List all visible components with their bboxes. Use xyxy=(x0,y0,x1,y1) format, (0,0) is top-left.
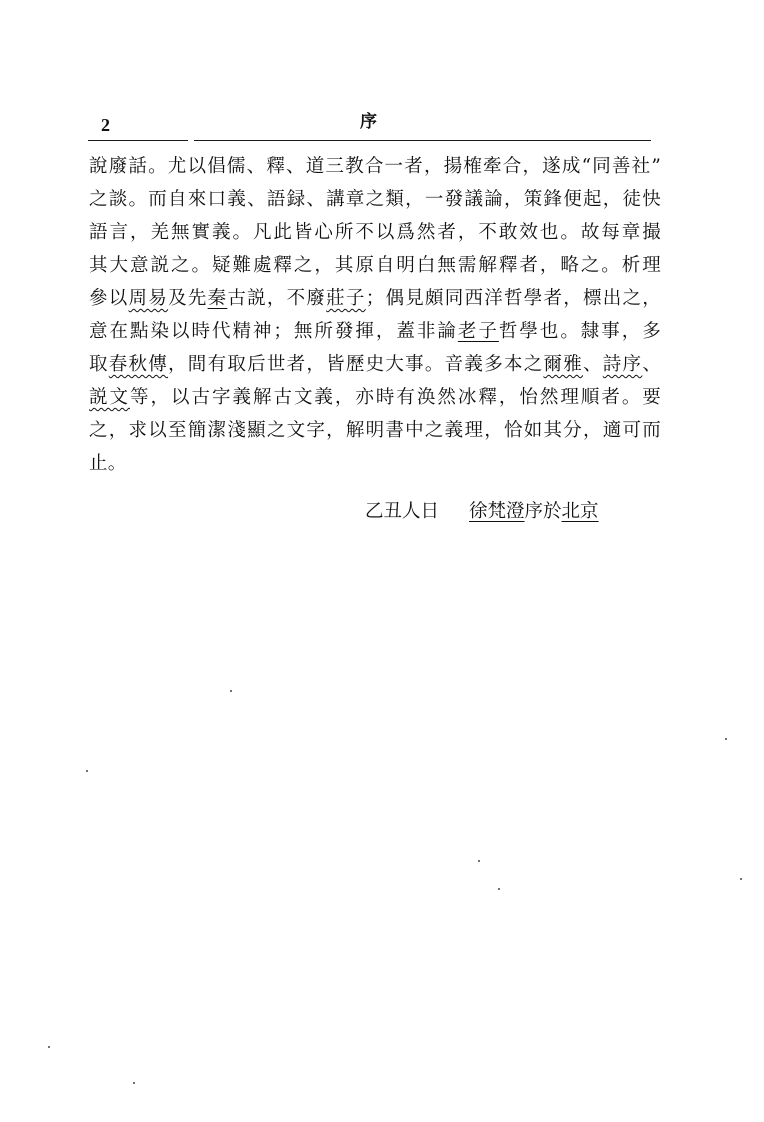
text-line xyxy=(89,150,661,183)
scan-speck xyxy=(133,1082,135,1084)
text-line xyxy=(89,414,661,447)
book-title: 春秋傳 xyxy=(108,354,169,375)
header-rule-right xyxy=(194,140,651,141)
text-run: 及先 xyxy=(168,288,208,309)
header-rule-left xyxy=(88,140,188,141)
scan-speck xyxy=(725,738,727,740)
text-line xyxy=(89,183,661,216)
proper-name: 老子 xyxy=(457,321,499,342)
text-run: ；偶見頗同西洋哲學者，標出之， xyxy=(365,288,662,309)
text-line xyxy=(89,282,661,315)
text-run: 哲學也。隸事，多 xyxy=(498,321,661,342)
page-number: 2 xyxy=(101,115,110,135)
preface-body xyxy=(89,150,661,480)
text-run: 等，以古字義解古文義，亦時有涣然冰釋，怡然理順者。要 xyxy=(130,387,662,408)
scan-speck xyxy=(740,878,742,880)
scan-speck xyxy=(230,690,232,692)
text-run: 語言，羌無實義。凡此皆心所不以爲然者，不敢效也。故每章撮 xyxy=(89,222,661,243)
book-title: 詩序 xyxy=(602,354,643,375)
author-name: 徐梵澄 xyxy=(469,501,525,522)
text-run: 之談。而自來口義、語録、講章之類，一發議論，策鋒便起，徒快 xyxy=(89,189,661,210)
text-run: 取 xyxy=(89,354,109,375)
text-line xyxy=(89,348,661,381)
text-line xyxy=(89,315,661,348)
text-run: 意在點染以時代精神；無所發揮，蓋非論 xyxy=(89,321,458,342)
text-line xyxy=(89,249,661,282)
book-title: 説文 xyxy=(89,387,130,408)
scan-speck xyxy=(478,860,480,862)
text-line xyxy=(89,447,661,480)
scan-speck xyxy=(498,888,500,890)
proper-name: 秦 xyxy=(207,288,228,309)
text-run: 、 xyxy=(642,354,662,375)
signature-verb: 序於 xyxy=(524,501,562,522)
text-line xyxy=(89,216,661,249)
text-run: 說廢話。尤以倡儒、釋、道三教合一者，揚榷牽合，遂成“同善社” xyxy=(89,156,661,177)
signature-date: 乙丑人日 xyxy=(365,501,440,522)
text-run: 古説，不廢 xyxy=(227,288,327,309)
text-run: 、 xyxy=(583,354,603,375)
scan-speck xyxy=(86,770,88,772)
book-title: 爾雅 xyxy=(543,354,584,375)
text-line xyxy=(89,381,661,414)
running-title: 序 xyxy=(360,112,377,132)
signature-place: 北京 xyxy=(561,501,599,522)
text-run: 參以 xyxy=(89,288,129,309)
book-title: 莊子 xyxy=(326,288,366,309)
book-title: 周易 xyxy=(128,288,169,309)
text-run: ，間有取后世者，皆歷史大事。音義多本之 xyxy=(168,354,544,375)
text-run: 之，求以至簡潔淺顯之文字，解明書中之義理，恰如其分，適可而 xyxy=(89,420,661,441)
scan-speck xyxy=(48,1046,50,1048)
text-run: 止。 xyxy=(89,453,127,474)
text-run: 其大意説之。疑難處釋之，其原自明白無需解釋者，略之。析理 xyxy=(89,255,661,276)
signature-line xyxy=(365,495,610,528)
